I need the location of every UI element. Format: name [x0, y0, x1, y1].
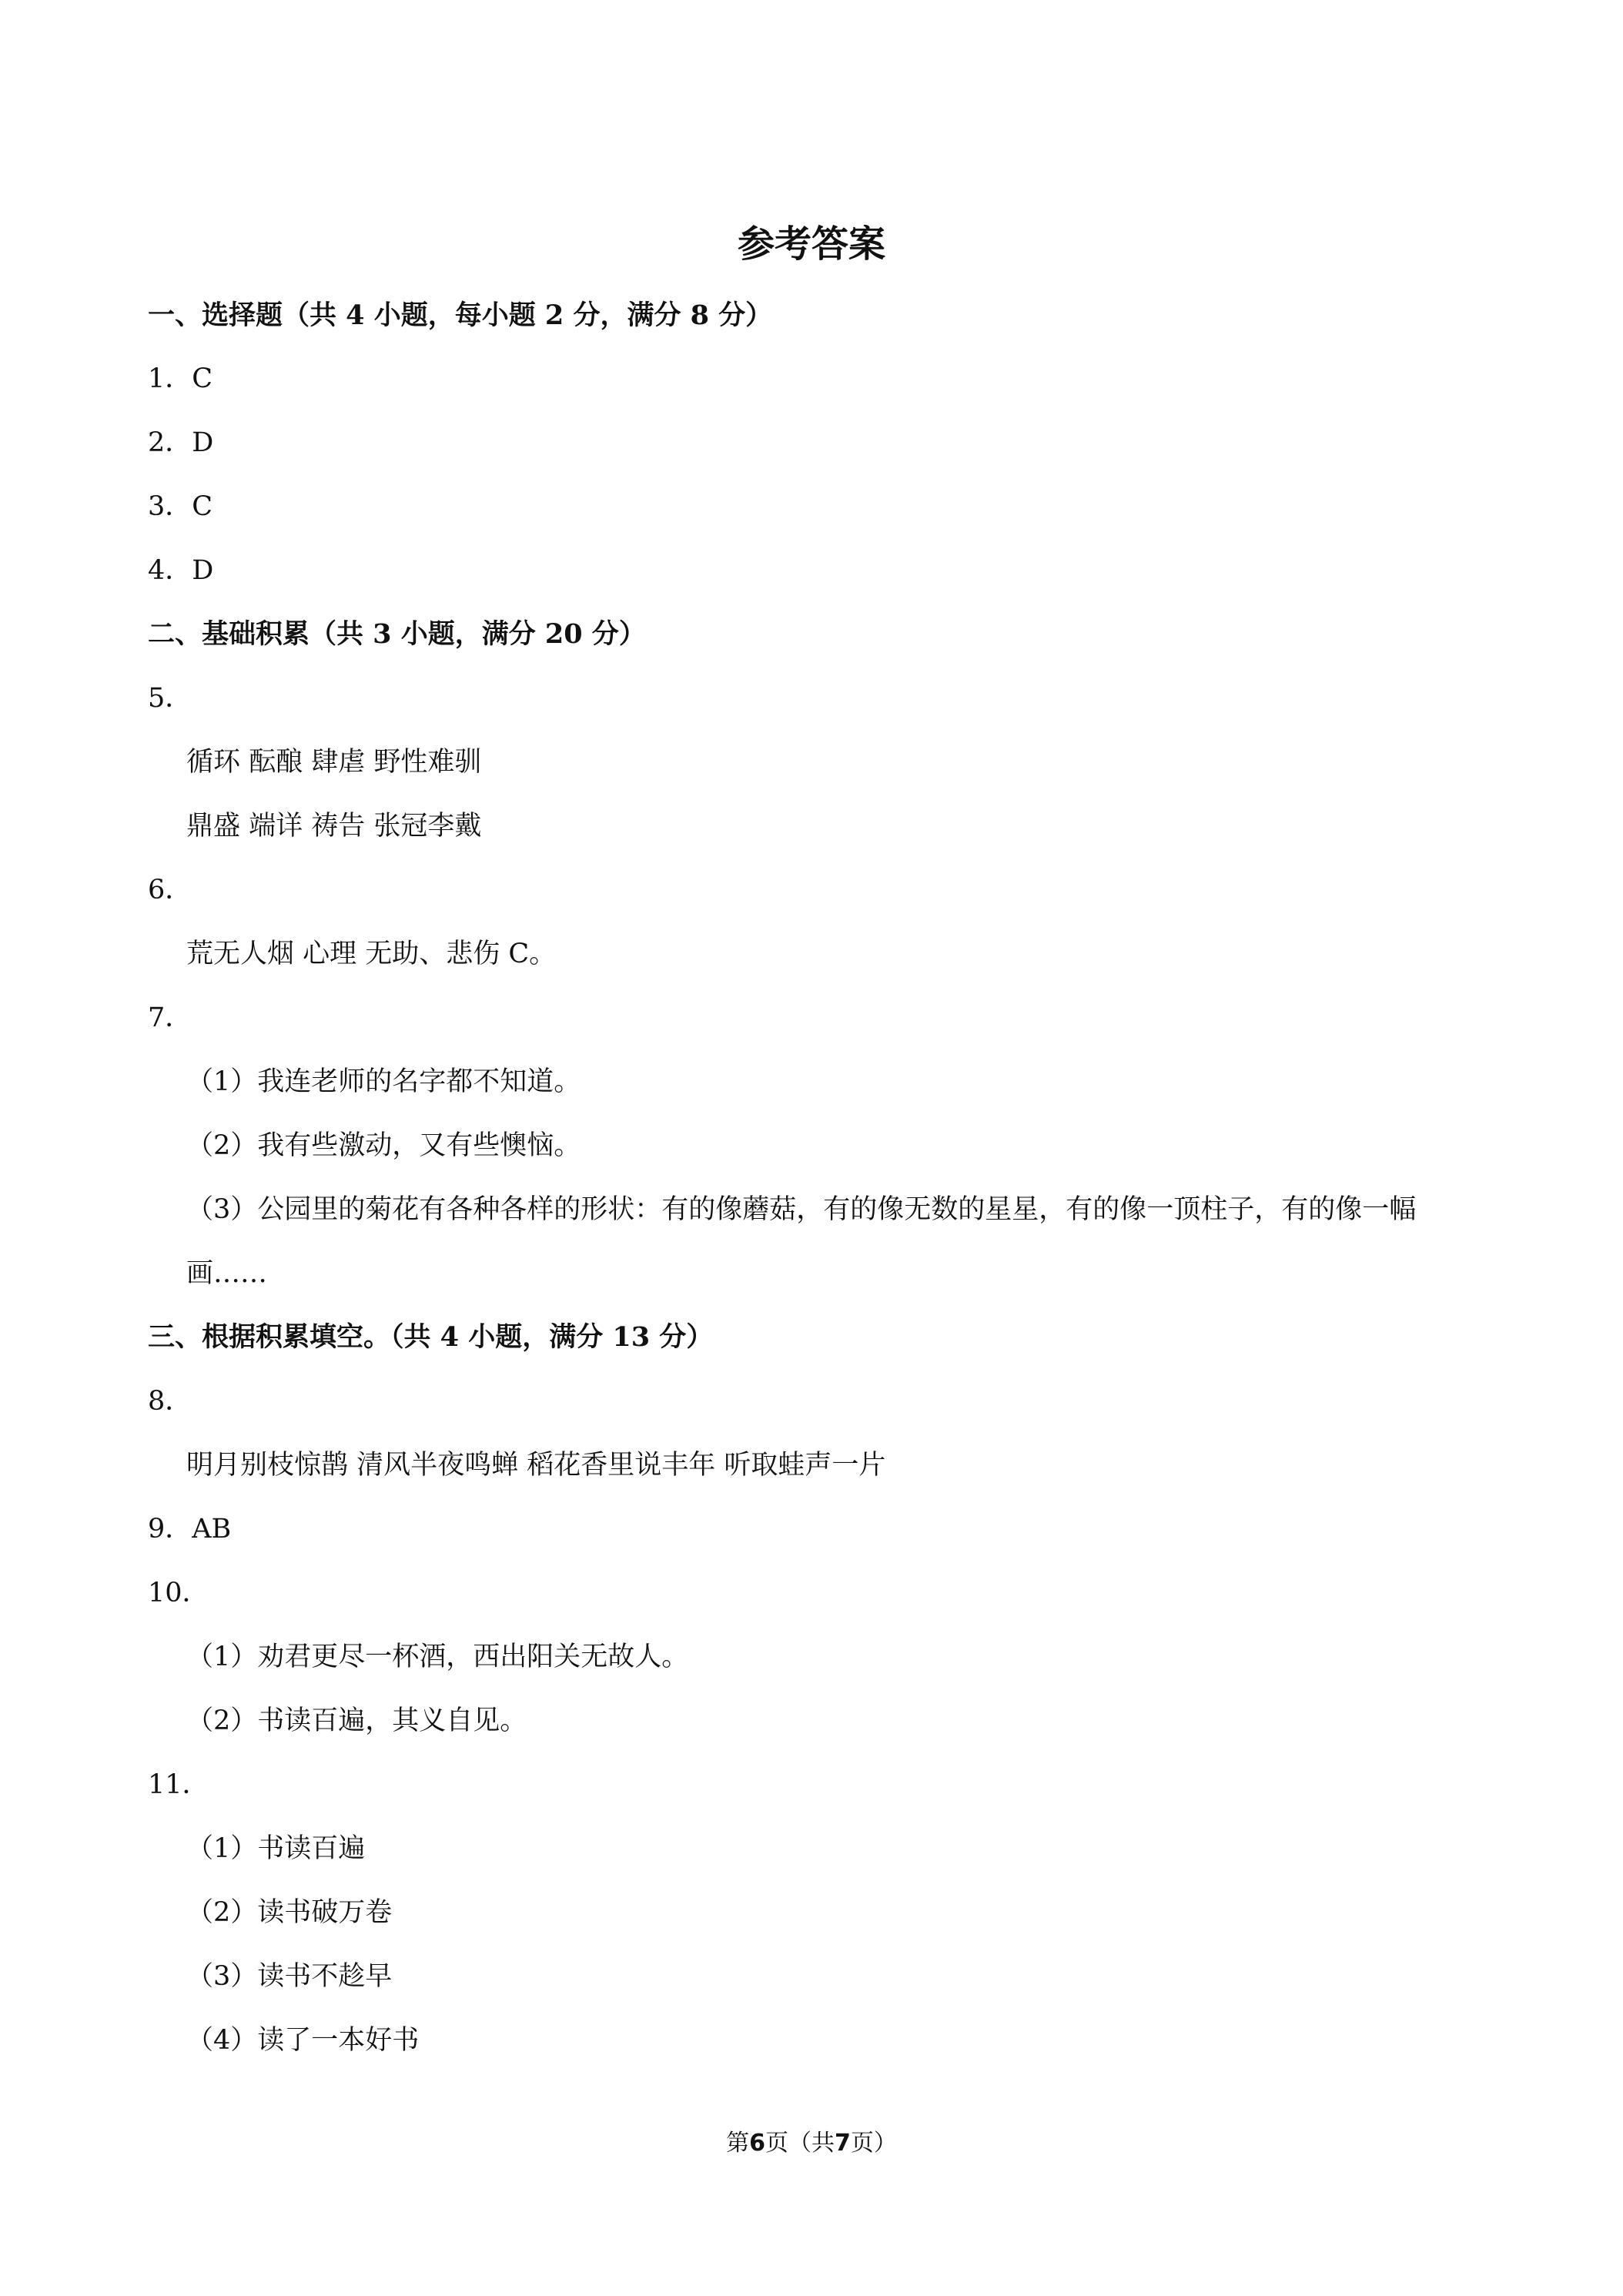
footer-page-number: 6 — [749, 2130, 765, 2157]
question-11-line-1: （1）书读百遍 — [186, 1833, 366, 1864]
question-7-line-4: 画…… — [186, 1258, 268, 1289]
question-9-line: 9．AB — [148, 1514, 232, 1545]
section-heading-basics: 二、基础积累（共 3 小题，满分 20 分） — [148, 618, 646, 650]
page-footer — [0, 2124, 1623, 2157]
footer-total-pages: 7 — [835, 2130, 851, 2157]
answer-3: 3．C — [148, 491, 213, 522]
question-5-line-2: 鼎盛 端详 祷告 张冠李戴 — [186, 811, 482, 842]
question-5-line-1: 循环 酝酿 肆虐 野性难驯 — [186, 747, 482, 778]
question-8-line: 明月别枝惊鹊 清风半夜鸣蝉 稻花香里说丰年 听取蛙声一片 — [186, 1450, 886, 1481]
section-heading-choice: 一、选择题（共 4 小题，每小题 2 分，满分 8 分） — [148, 300, 773, 331]
question-11-line-2: （2）读书破万卷 — [186, 1897, 393, 1928]
question-10-line-2: （2）书读百遍，其义自见。 — [186, 1705, 527, 1736]
question-7-label: 7． — [148, 1002, 192, 1033]
question-10-line-1: （1）劝君更尽一杯酒，西出阳关无故人。 — [186, 1642, 689, 1672]
question-7-line-3: （3）公园里的菊花有各种各样的形状：有的像蘑菇，有的像无数的星星，有的像一顶柱子，有的像一幅 — [186, 1194, 1417, 1225]
footer-prefix: 第 — [726, 2130, 750, 2157]
footer-suffix: 页） — [850, 2130, 897, 2157]
question-8-label: 8． — [148, 1386, 192, 1417]
question-11-line-4: （4）读了一本好书 — [186, 2025, 420, 2056]
question-5-label: 5． — [148, 683, 192, 714]
section-heading-fill-in: 三、根据积累填空。（共 4 小题，满分 13 分） — [148, 1321, 714, 1353]
question-6-label: 6． — [148, 875, 192, 905]
answer-2: 2．D — [148, 427, 214, 458]
footer-middle: 页（共 — [765, 2130, 835, 2157]
answer-4: 4．D — [148, 555, 214, 586]
page-title: 参考答案 — [737, 223, 885, 266]
question-7-line-1: （1）我连老师的名字都不知道。 — [186, 1066, 581, 1097]
question-7-line-2: （2）我有些激动，又有些懊恼。 — [186, 1130, 581, 1161]
question-6-line: 荒无人烟 心理 无助、悲伤 C。 — [186, 939, 557, 969]
question-10-label: 10． — [148, 1578, 209, 1608]
answer-1: 1．C — [148, 363, 213, 394]
question-11-line-3: （3）读书不趁早 — [186, 1961, 393, 1992]
question-11-label: 11． — [148, 1769, 209, 1800]
